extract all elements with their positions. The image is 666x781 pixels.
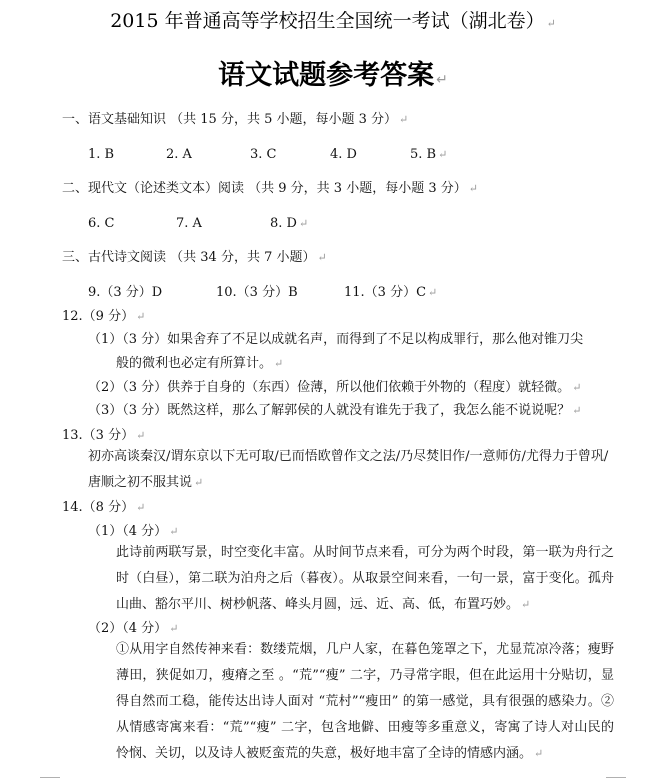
answer-8: 8. D [270, 216, 297, 231]
return-mark-icon: ↵ [399, 113, 409, 126]
answer-10: 10.（3 分）B [216, 285, 298, 300]
answer-9: 9.（3 分）D [88, 285, 163, 300]
page-corner-mark-right [606, 777, 626, 778]
section3-answers [88, 284, 437, 302]
q12-sub1-line2: 般的微利也必定有所算计。 ↵ [116, 356, 284, 371]
answer-11: 11.（3 分）C [344, 285, 427, 300]
exam-title: 2015 年普通高等学校招生全国统一考试（湖北卷） ↵ [110, 10, 556, 32]
q14-sub2-text: ①从用字自然传神来看：数缕荒烟，几户人家，在暮色笼罩之下，尤显荒凉冷落；瘦野薄田，狭促如刀，瘦瘠之至 。“荒”“瘦” 二字，乃寻常字眼，但在此运用十分贴切，显得自然而工稳，能传达出诗人面对 “荒村”“瘦田” 的第一感觉，具有很强的感染力。②从情感寄寓来看：“荒”“瘦” 二字，包含地僻、田瘦等多重意义，寄寓了诗人对山民的怜悯、关切，以及诗人被贬蛮荒的失意，极好地丰富了全诗的情感内涵。 ↵ [116, 642, 614, 761]
return-mark-icon: ↵ [298, 217, 309, 230]
return-mark-icon: ↵ [317, 251, 327, 264]
page-corner-mark-left [40, 777, 60, 778]
return-mark-icon: ↵ [438, 148, 448, 161]
q13-text: 初亦高谈秦汉/谓东京以下无可取/已而悟欧曾作文之法/乃尽焚旧作/一意师仿/尤得力于曾巩/唐顺之初不服其说 ↵ [88, 449, 609, 490]
return-mark-icon: ↵ [136, 501, 146, 514]
return-mark-icon: ↵ [169, 525, 179, 538]
answer-3: 3. C [250, 147, 277, 162]
q14-label: 14.（8 分） ↵ [62, 500, 146, 515]
q12-sub3: （3）（3 分）既然这样，那么了解郭侯的人就没有谁先于我了，我怎么能不说说呢？ ↵ [88, 403, 582, 418]
section2-answers [88, 215, 308, 233]
q12-sub2: （2）（3 分）供养于自身的（东西）俭薄，所以他们依赖于外物的（程度）就轻微。 ↵ [88, 380, 582, 395]
answer-7: 7. A [176, 216, 202, 231]
return-mark-icon: ↵ [546, 17, 556, 30]
return-mark-icon: ↵ [534, 747, 544, 760]
section2-heading: 二、现代文（论述类文本）阅读 （共 9 分，共 3 小题，每小题 3 分） ↵ [62, 181, 478, 196]
return-mark-icon: ↵ [468, 182, 478, 195]
return-mark-icon: ↵ [428, 286, 438, 299]
q12-sub1-line1: （1）（3 分）如果舍弃了不足以成就名声，而得到了不足以构成罪行，那么他对锥刀尖 [88, 332, 584, 347]
document-title: 语文试题参考答案 ↵ [218, 60, 448, 91]
return-mark-icon: ↵ [136, 429, 146, 442]
section1-heading: 一、语文基础知识 （共 15 分，共 5 小题，每小题 3 分） ↵ [62, 112, 409, 127]
return-mark-icon: ↵ [194, 476, 204, 489]
q14-sub1-text: 此诗前两联写景，时空变化丰富。从时间节点来看，可分为两个时段，第一联为舟行之时（白昼），第二联为泊舟之后（暮夜）。从取景空间来看，一句一景，富于变化。孤舟山曲、豁尔平川、树杪帆落、峰头月圆，远、近、高、低，布置巧妙。 ↵ [116, 545, 614, 612]
answer-2: 2. A [166, 147, 192, 162]
return-mark-icon: ↵ [136, 310, 146, 323]
return-mark-icon: ↵ [572, 404, 582, 417]
return-mark-icon: ↵ [521, 598, 531, 611]
return-mark-icon: ↵ [169, 622, 179, 635]
answer-4: 4. D [330, 147, 357, 162]
answer-5: 5. B [410, 147, 437, 162]
answer-6: 6. C [88, 216, 115, 231]
q12-label: 12.（9 分） ↵ [62, 309, 146, 324]
answer-1: 1. B [88, 147, 115, 162]
section1-answers [88, 146, 447, 164]
q13-label: 13.（3 分） ↵ [62, 428, 146, 443]
q14-sub2-label: （2）（4 分） ↵ [88, 621, 179, 636]
return-mark-icon: ↵ [274, 357, 284, 370]
return-mark-icon: ↵ [436, 72, 448, 88]
return-mark-icon: ↵ [572, 381, 582, 394]
section3-heading: 三、古代诗文阅读 （共 34 分，共 7 小题） ↵ [62, 250, 327, 265]
q14-sub1-label: （1）（4 分） ↵ [88, 524, 179, 539]
